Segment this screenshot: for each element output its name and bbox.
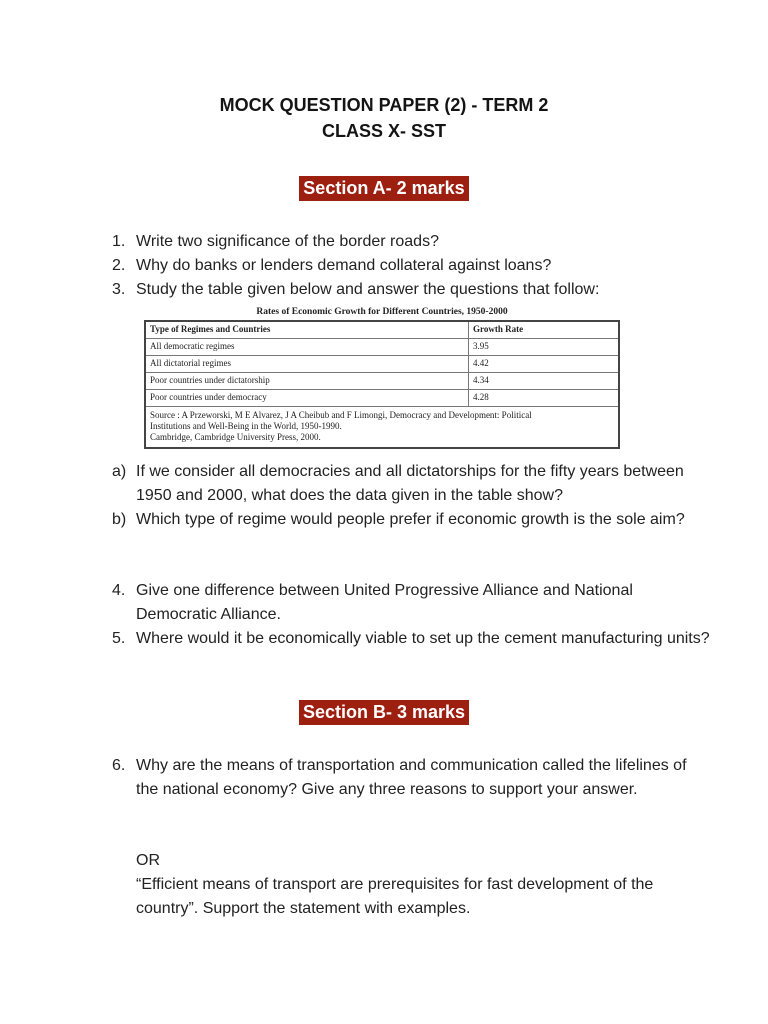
question-number: 3.	[112, 281, 126, 298]
question-number: 4.	[112, 582, 126, 599]
table-header-row	[145, 321, 619, 339]
table-cell: 4.42	[469, 356, 620, 373]
section-b-wrap	[0, 700, 768, 725]
question-text: Where would it be economically viable to set up the cement manufacturing units?	[136, 630, 710, 647]
table-source-row	[145, 407, 619, 449]
question-2	[112, 254, 712, 278]
question-text: Why do banks or lenders demand collateral against loans?	[136, 257, 552, 274]
table-row	[145, 390, 619, 407]
table-cell: 3.95	[469, 339, 620, 356]
section-b-heading: Section B- 3 marks	[299, 700, 469, 725]
question-5	[112, 627, 712, 651]
paper-title: MOCK QUESTION PAPER (2) - TERM 2	[219, 95, 549, 115]
subquestion-text: If we consider all democracies and all dictatorships for the fifty years between 1950 and 2000, what does the data given in the table show?	[136, 463, 684, 504]
table-cell: Poor countries under democracy	[145, 390, 469, 407]
question-text: Why are the means of transportation and communication called the lifelines of the national economy? Give any three reasons to support your answer.	[136, 757, 687, 798]
source-line: Institutions and Well-Being in the World, 1950-1990.	[150, 421, 342, 431]
question-6	[112, 754, 712, 802]
subquestion-label: a)	[112, 463, 127, 480]
column-header: Type of Regimes and Countries	[145, 321, 469, 339]
table-cell: Poor countries under dictatorship	[145, 373, 469, 390]
question-4	[112, 579, 712, 627]
section-a-heading: Section A- 2 marks	[299, 176, 468, 201]
source-line: Cambridge, Cambridge University Press, 2000.	[150, 432, 321, 442]
table-cell: All democratic regimes	[145, 339, 469, 356]
question-text: Give one difference between United Progressive Alliance and National Democratic Alliance.	[136, 582, 633, 623]
table-cell: All dictatorial regimes	[145, 356, 469, 373]
growth-rate-table	[144, 320, 620, 449]
table-source	[145, 407, 619, 449]
question-number: 1.	[112, 233, 126, 250]
subquestion-label: b)	[112, 511, 127, 528]
class-subtitle: CLASS X- SST	[321, 121, 446, 141]
source-line: Source : A Przeworski, M E Alvarez, J A Cheibub and F Limongi, Democracy and Development: Political	[150, 410, 532, 420]
table-caption: Rates of Economic Growth for Different Countries, 1950-2000	[256, 307, 508, 317]
table-row	[145, 373, 619, 390]
question-number: 2.	[112, 257, 126, 274]
table-cell: 4.28	[469, 390, 620, 407]
alternative-question: “Efficient means of transport are prerequisites for fast development of the country”. Support the statement with examples.	[136, 876, 654, 917]
or-label: OR	[136, 852, 160, 869]
question-text: Write two significance of the border roads?	[136, 233, 439, 250]
subquestion-b	[112, 508, 712, 532]
table-row	[145, 339, 619, 356]
question-number: 6.	[112, 757, 126, 774]
question-1	[112, 230, 712, 254]
table-cell: 4.34	[469, 373, 620, 390]
subquestion-a	[112, 460, 712, 508]
column-header: Growth Rate	[469, 321, 620, 339]
question-number: 5.	[112, 630, 126, 647]
question-3	[112, 278, 712, 302]
table-row	[145, 356, 619, 373]
section-a-wrap	[0, 176, 768, 201]
subquestion-text: Which type of regime would people prefer if economic growth is the sole aim?	[136, 511, 685, 528]
question-text: Study the table given below and answer the questions that follow:	[136, 281, 600, 298]
